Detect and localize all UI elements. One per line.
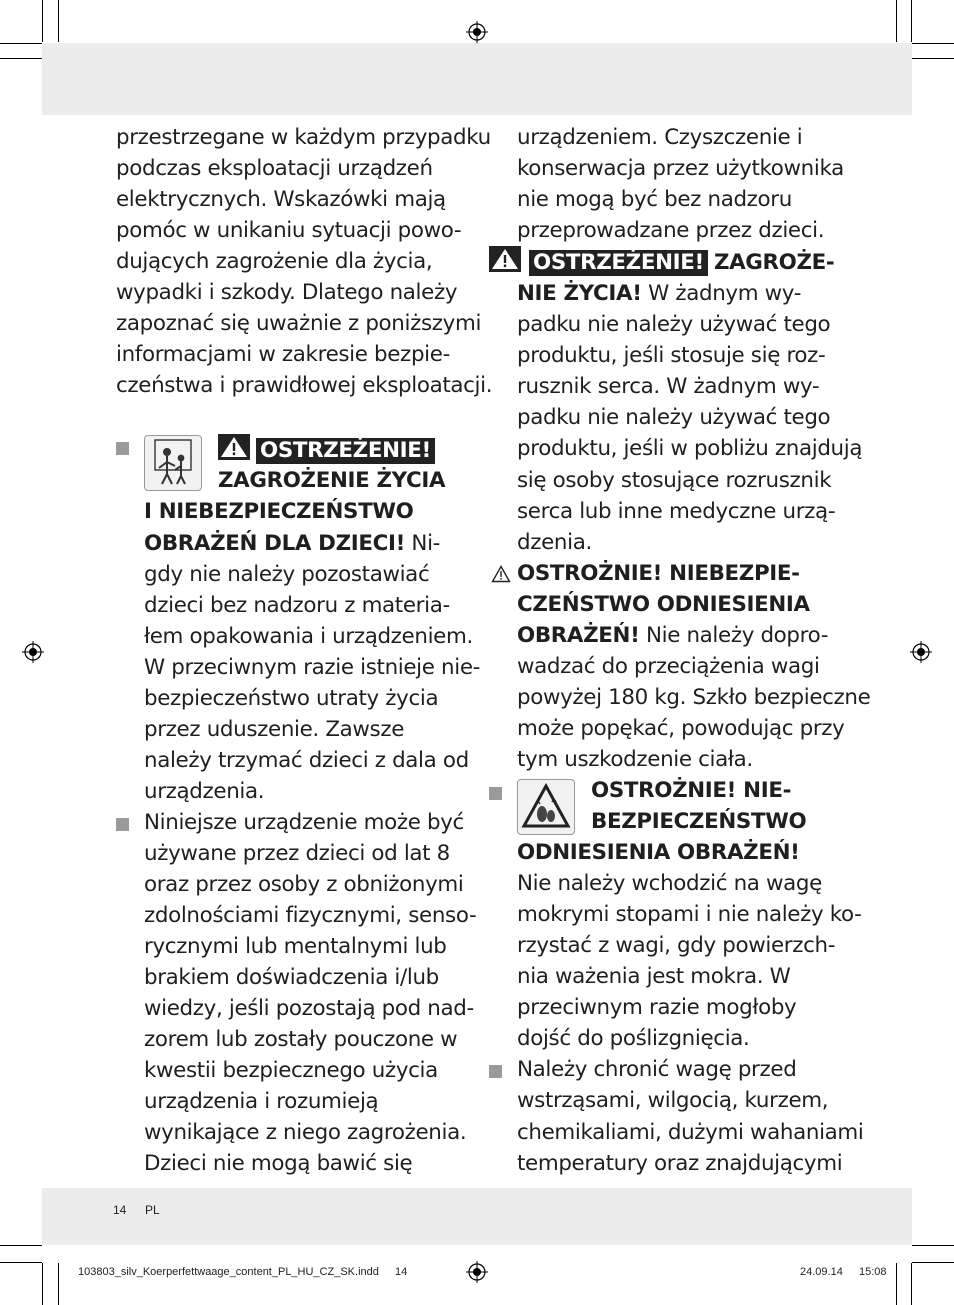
- warning-heading: ZAGROŻE-: [713, 250, 835, 276]
- right-column: [489, 122, 871, 1179]
- wet-feet-pictogram-icon: [517, 779, 575, 835]
- crop-mark: [912, 1245, 954, 1246]
- warning-heading: I NIEBEZPIECZEŃSTWO: [144, 499, 414, 525]
- left-column: [116, 122, 493, 1180]
- page-number: 14 PL: [113, 1203, 160, 1217]
- registration-mark-icon: [466, 1261, 488, 1283]
- caution-overload-block: OSTROŻNIE! NIEBEZPIE- CZEŃSTWO ODNIESIENIA OBRAŻEŃ! Nie należy dopro- wadzać do przeciążenia wagi powyżej 180 kg. Szkło bezpieczne może popękać, powodując przy tym uszkodzenie ciała.: [489, 558, 849, 775]
- caution-heading: ODNIESIENIA OBRAŻEŃ!: [517, 840, 800, 866]
- caution-slip-block: OSTROŻNIE! NIE- BEZPIECZEŃSTWO ODNIESIENIA OBRAŻEŃ! Nie należy wchodzić na wagę mokrymi stopami i nie należy ko- rzystać z wagi, gdy powierzch- nia ważenia jest mokra. W przeciwnym razie mogłoby dojść do poślizgnięcia.: [489, 775, 849, 1054]
- crop-mark: [0, 1262, 42, 1263]
- caution-heading: OBRAŻEŃ!: [517, 622, 640, 648]
- continuation-paragraph: urządzeniem. Czyszczenie i konserwacja przez użytkownika nie mogą być bez nadzoru przeprowadzane przez dzieci.: [517, 125, 844, 244]
- list-item: Należy chronić wagę przed wstrząsami, wilgocią, kurzem, chemikaliami, dużymi wahaniami temperatury oraz znajdującymi: [489, 1054, 849, 1178]
- footer-band: [42, 1188, 912, 1245]
- crop-mark: [911, 0, 912, 42]
- caution-triangle-icon: [491, 565, 511, 583]
- intro-paragraph: przestrzegane w każdym przypadku podczas eksploatacji urządzeń elektrycznych. Wskazówki mają pomóc w unikaniu sytuacji powo- dujących zagrożenie dla życia, wypadki i szkody. Dlatego należy zapoznać się uważnie z poniższymi informacjami w zakresie bezpie- czeństwa i prawidłowej eksploatacji.: [116, 125, 493, 399]
- crop-mark: [58, 0, 59, 42]
- warning-heading: ZAGROŻENIE ŻYCIA: [218, 468, 446, 494]
- child-hazard-pictogram-icon: [144, 435, 202, 491]
- slug-date: 24.09.14 15:08: [800, 1266, 887, 1278]
- crop-mark: [912, 43, 954, 44]
- warning-heading: NIE ŻYCIA!: [517, 281, 642, 307]
- warning-triangle-icon: [489, 246, 521, 272]
- crop-mark: [58, 1263, 59, 1305]
- caution-heading: OSTROŻNIE! NIE-: [591, 777, 792, 803]
- bullet-square: [116, 818, 129, 831]
- warning-label: OSTRZEŻENIE!: [256, 438, 435, 464]
- bullet-square: [489, 1065, 502, 1078]
- crop-mark: [896, 1263, 897, 1305]
- crop-mark: [0, 43, 42, 44]
- warning-heading: OBRAŻEŃ DLA DZIECI!: [144, 530, 405, 556]
- list-item: Niniejsze urządzenie może być używane przez dzieci od lat 8 oraz przez osoby z obniżonymi zdolnościami fizycznymi, senso- rycznymi lub mentalnymi lub brakiem doświadczenia i/lub wiedzy, jeśli pozostają pod nad- zorem lub zostały pouczone w kwestii bezpiecznego użycia urządzenia i rozumieją wynikające z niego zagrożenia. Dzieci nie mogą bawić się: [116, 807, 476, 1180]
- registration-mark-icon: [910, 641, 932, 663]
- registration-mark-icon: [22, 641, 44, 663]
- caution-heading: BEZPIECZEŃSTWO: [591, 809, 807, 835]
- page-language: PL: [145, 1203, 160, 1217]
- warning-children-block: OSTRZEŻENIE! ZAGROŻENIE ŻYCIA I NIEBEZPIECZEŃSTWO OBRAŻEŃ DLA DZIECI! Ni- gdy nie należy pozostawiać dzieci bez nadzoru z materia- łem opakowania i urządzeniem. W przeciwnym razie istnieje nie- bezpieczeństwo utraty życia przez uduszenie. Zawsze należy trzymać dzieci z dala od urządzenia.: [116, 430, 476, 807]
- warning-triangle-icon: [218, 434, 250, 460]
- registration-mark-icon: [466, 21, 488, 43]
- bullet-square: [116, 442, 129, 455]
- crop-mark: [0, 1245, 42, 1246]
- crop-mark: [911, 1263, 912, 1305]
- warning-label: OSTRZEŻENIE!: [529, 250, 708, 276]
- slug-file: 103803_silv_Koerperfettwaage_content_PL_HU_CZ_SK.indd 14: [78, 1266, 408, 1278]
- bullet-square: [489, 787, 502, 800]
- warning-pacemaker-block: OSTRZEŻENIE! ZAGROŻE- NIE ŻYCIA! W żadnym wy- padku nie należy używać tego produktu, jeśli stosuje się roz- rusznik serca. W żadnym wy- padku nie należy używać tego produktu, jeśli w pobliżu znajdują się osoby stosujące rozrusznik serca lub inne medyczne urzą- dzenia.: [489, 246, 849, 557]
- caution-heading: CZEŃSTWO ODNIESIENIA: [517, 591, 810, 617]
- crop-mark: [42, 0, 43, 42]
- header-band: [42, 43, 912, 115]
- caution-heading: OSTROŻNIE! NIEBEZPIE-: [517, 560, 800, 586]
- crop-mark: [0, 58, 42, 59]
- crop-mark: [912, 58, 954, 59]
- crop-mark: [912, 1262, 954, 1263]
- crop-mark: [42, 1263, 43, 1305]
- crop-mark: [896, 0, 897, 42]
